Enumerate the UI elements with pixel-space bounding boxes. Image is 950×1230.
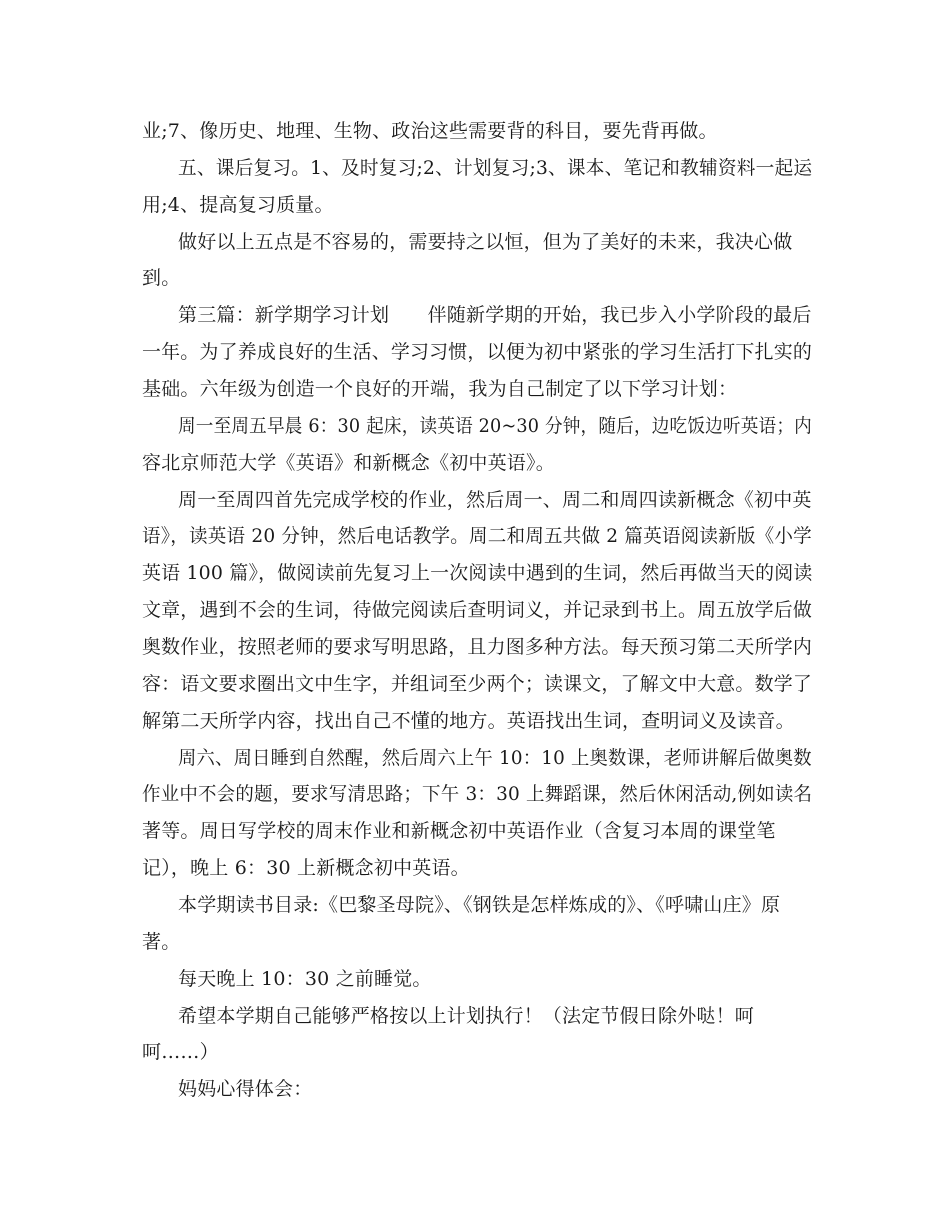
text-line: 每天晚上 10：30 之前睡觉。 <box>178 968 432 990</box>
text-line: 记），晚上 6：30 上新概念初中英语。 <box>142 857 470 879</box>
text-line: 五、课后复习。1、及时复习;2、计划复习;3、课本、笔记和教辅资料一起运 <box>178 157 813 179</box>
text-line: 到。 <box>142 267 181 289</box>
section-heading-line: 第三篇：新学期学习计划 伴随新学期的开始，我已步入小学阶段的最后 <box>178 304 812 326</box>
text-line: 业;7、像历史、地理、生物、政治这些需要背的科目，要先背再做。 <box>142 120 718 142</box>
text-line: 文章，遇到不会的生词，待做完阅读后查明词义，并记录到书上。周五放学后做 <box>142 599 813 621</box>
text-line: 妈妈心得体会： <box>178 1078 313 1100</box>
text-line: 解第二天所学内容，找出自己不懂的地方。英语找出生词，查明词义及读音。 <box>142 710 795 732</box>
text-line: 做好以上五点是不容易的，需要持之以恒，但为了美好的未来，我决心做 <box>178 231 793 253</box>
text-line: 语》，读英语 20 分钟，然后电话教学。周二和周五共做 2 篇英语阅读新版《小学 <box>142 525 812 547</box>
text-line: 英语 100 篇》，做阅读前先复习上一次阅读中遇到的生词，然后再做当天的阅读 <box>142 562 813 584</box>
text-line: 容：语文要求圈出文中生字，并组词至少两个；读课文，了解文中大意。数学了 <box>142 673 813 695</box>
text-line: 周六、周日睡到自然醒，然后周六上午 10：10 上奥数课，老师讲解后做奥数 <box>178 747 812 769</box>
text-line: 周一至周五早晨 6：30 起床，读英语 20~30 分钟，随后，边吃饭边听英语；内 <box>178 415 812 437</box>
text-line: 容北京师范大学《英语》和新概念《初中英语》。 <box>142 452 555 474</box>
text-line: 著。 <box>142 931 181 953</box>
text-line: 用;4、提高复习质量。 <box>142 194 334 216</box>
text-line: 希望本学期自己能够严格按以上计划执行！（法定节假日除外哒！呵 <box>178 1005 755 1027</box>
text-line: 作业中不会的题，要求写清思路；下午 3：30 上舞蹈课，然后休闲活动,例如读名 <box>142 783 813 805</box>
text-line: 一年。为了养成良好的生活、学习习惯，以便为初中紧张的学习生活打下扎实的 <box>142 341 813 363</box>
text-line: 周一至周四首先完成学校的作业，然后周一、周二和周四读新概念《初中英 <box>178 489 812 511</box>
text-line: 呵……） <box>142 1041 219 1063</box>
text-line: 奥数作业，按照老师的要求写明思路，且力图多种方法。每天预习第二天所学内 <box>142 636 813 658</box>
text-line: 著等。周日写学校的周末作业和新概念初中英语作业（含复习本周的课堂笔 <box>142 820 776 842</box>
text-line: 基础。六年级为创造一个良好的开端，我为自己制定了以下学习计划： <box>142 378 738 400</box>
text-line: 本学期读书目录:《巴黎圣母院》、《钢铁是怎样炼成的》、《呼啸山庄》原 <box>178 894 781 916</box>
